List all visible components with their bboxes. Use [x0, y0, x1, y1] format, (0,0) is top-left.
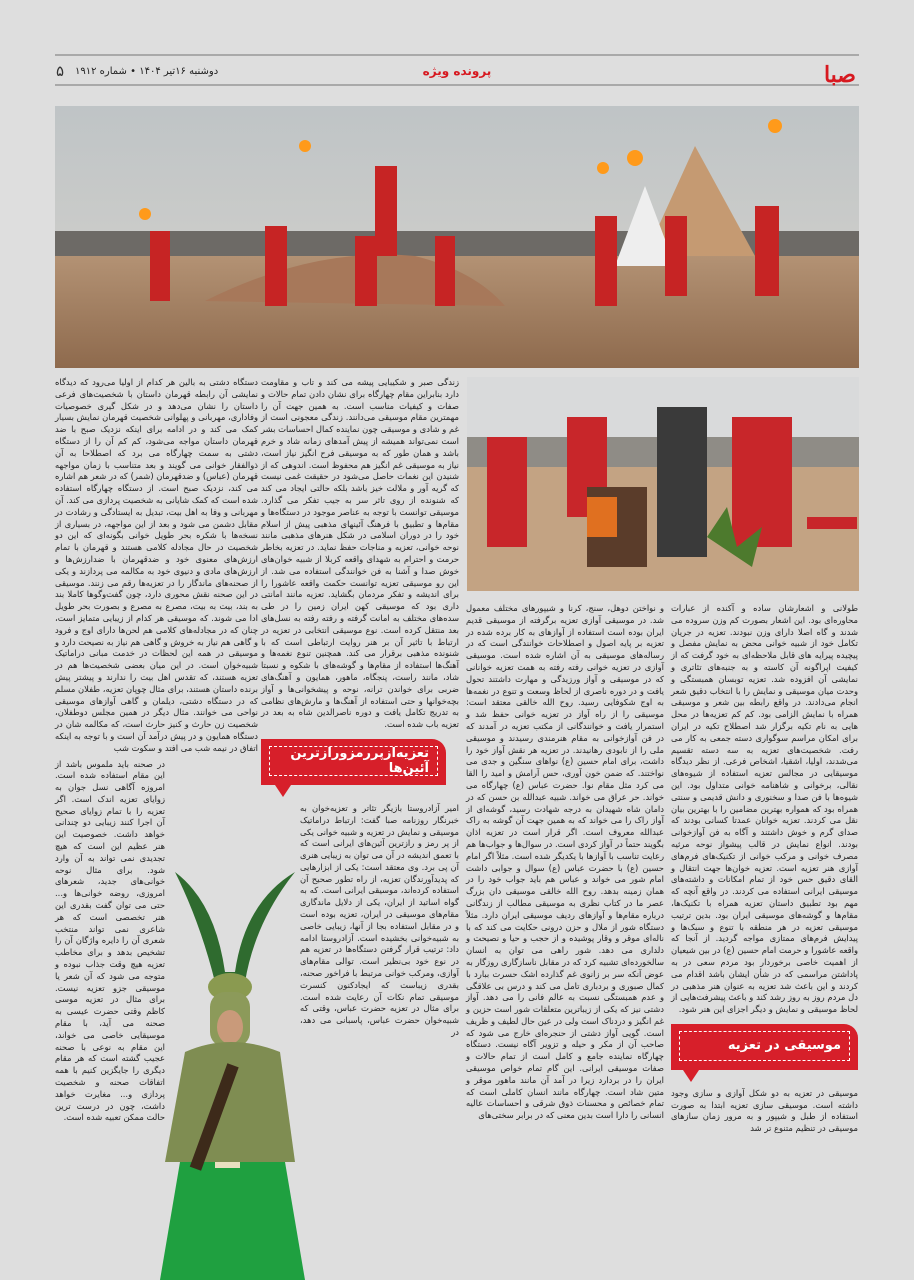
- column-text: موسیقی در تعزیه به دو شکل آوازی و سازی وجود داشته است. موسیقی سازی تعزیه ابتدا به صورت استفاده از طبل و شیپور و به مرور زمان سازهای موسیقی در تنظیم متنوع تر شد: [671, 1087, 858, 1134]
- article-column-4-top: [55, 377, 258, 755]
- article-column-1: [671, 603, 858, 1135]
- main-photo-taziyeh-performance: [55, 106, 859, 368]
- column-text: زندگی صبر و شکیبایی پیشه می کند و تاب و مقاومت دارد بنابراین مقام چهارگاه برای نشان دادن تمام حالات و صفات و کیفیات مناسب است. به همین جهت آن را مهمترین مقام موسیقی می‌دانند. زندگی معجونی است از غم و شادی و موسیقی چون نماینده کمال احساسات بشر است نمی‌تواند همیشه از پیش آمدهای زمانه شاد و خرم باشد و همان طور که به موسیقی فرح انگیز نیاز است، نیاز به موسیقی غم انگیز هم محفوظ است. اندوهی که از شنیدن این نغمات حاصل می‌شود در حقیقت غمی نیست که گریه آور و ملالت خیز باشد بلکه حالتی ایجاد می کند که شنونده از روی تاثر سر به جیب تفکر می گذارد. موسیقی توانست با توجه به عناصر موجود در دستگاه‌ها و مقام‌ها و تطبیق با فرهنگ آئینهای مذهبی پیش از اسلام خود را در دوران اسلامی در شکل هنرهای مذهبی مانند نوحه خوانی، تعزیه و مناجات حفظ نماید. در تعزیه بخاطر حرمت و احترام به شهدای واقعه کربلا از شبیه خوان‌های خوش صدا و آشنا به فن خوانندگی استفاده می شد. از این رو موسیقی تعزیه توانست حکمت واقعه عاشورا را برای اندیشه و تفکر مردمان بگشاید. تعزیه مانند امانتی داری بود که موسیقی کهن ایران زمین را در طی سده‌های مختلف به امانت گرفته و رفته رفته به نسل‌های بعد منتقل کرده است. نوع موسیقی انتخابی در تعزیه در ارتباط با تاثیر آن بر هنر روایت ارتباطی است که با شنونده مذهبی برقرار می کند. همچنین تنوع نغمه‌ها و آهنگ‌ها استفاده از مقام‌ها و گوشه‌های با شکوه و نسبتا شاد، مانند راست، پنجگاه، ماهور، همایون و آهنگ‌های ضربی برای خواندن ترانه، نوحه و پیشخوانی‌ها و آواز بچه‌خوانها و حتی استفاده از آهنگ‌ها و مارش‌های نظامی به تدریج تکامل یافت و دوره ناصرالدین شاه به بعد در تعزیه باب شده است.: [261, 377, 459, 730]
- column-text: امیر آزادروستا بازیگر تئاتر و تعزیه‌خوان به خبرنگار روزنامه صبا گفت: ارتباط دراماتیک موسیقی و نمایش در تعزیه و شبیه خوانی یکی از پر رمز و رازترین آئین‌های ایرانی است که با تعمق اندیشه در آن می توان به زیبایی هنری آن پی برد. وی معتقد است: یکی از ابزارهایی که پدیدآورندگان تعزیه، از راه تطور صحیح آن استفاده کرده‌اند، موسیقی ایرانی است. که به گواه اساتید از ایران، یکی از دلایل ماندگاری مقام‌های موسیقی در ایران، تعزیه بوده است و در مقابل استفاده بجا از آنها، زیبایی خاصی به شبیه‌خوانی بخشیده است. آزادروستا ادامه داد: ترتیب قرار گرفتن دستگاه‌ها در تعزیه هم در نوع خود بی‌نظیر است. توالی مقام‌های آوازی، ومرکب خوانی مرتبط با فراخور صحنه، بقدری زیباست که ایجادکنون کنسرت موسیقی تمام نکات آن رعایت شده است. برای مثال در تعزیه حضرت عباس، وقتی که شبیه‌خوان حضرت عباس، پاسبانی می دهد، در: [300, 802, 459, 1038]
- taziyeh-performer-cutout-photo: [155, 862, 315, 1280]
- article-column-2-wrap: [466, 603, 664, 1122]
- battle-scene-photo: [467, 377, 859, 591]
- column-text: دستگاه دشتی به بالین هر کدام از اولیا می‌رود که دیدگاه نمایشی آن رابطه قهرمان داستان با شخصیت‌های فرعی داستان را نشان می‌دهد و در شکل گیری خصوصیات وفاداری، مهربانی و پهلوانی شخصیت قهرمان نمایش بسیار کمک می کند و در ادامه برای اینکه نزدیک صبح با ضد قهرمان داستان مواجه می‌شود، کم کم آن را از دستگاه دشتی به سمت چهارگاه می برد که اصطلاحا به آن ذوالفقار خوانی می گویند و بعد متناسب با زمان مواجهه قهرمان (عباس) و ضدقهرمان (شمر) که در شعر هم اشاره می کند، نزدیک صبح است. از دستگاه چهارگاه استفاده شده است که کمک شایانی به شخصیت پردازی می کند. آن مهربانی و وفا به اهل بیت، تبدیل به ایستادگی و رشادت در مقابل دشمن می شود و بعد از این مواجهه، در بسیاری از نسخه‌ها با شکره بحر طویل خوانی بگونه‌ای که این دو شخصیت در حال مجادله کلامی هستند و قهرمان با تمام ارزش‌های معنوی خود و ضدقهرمان با ضدارزش‌ها و ارزش‌های مادی و دنیوی خود به مکالمه می پردازند و یکی از صحنه‌های ماندگار را در تعزیه‌ها رقم می زنند. موسیقی در این صحنه نقش محوری دارد، چون گفت‌وگوها کاملا بند به بند، بیت به بیت، مصرع به مصرع و بصورت بحر طویل ادا می شوند. که موسیقی هر کدام از زیبایی متمایز است، چنان که در مجادله‌های کلامی هم لحن‌ها دارای اوج و فرود و گاهی هم نیاز به خروش و گاهی هم نیاز به نصیحت دارد و موسیقی در همه این لحظات در خدمت مبانی دراماتیک شبیه‌خوان است. در این میان بعضی شخصیت‌ها هم در تعزیه هستند، که تقدس اهل بیت را ندارند و پیشتر پیش برنده داستان هستند، برای مثال چوپان تعزیه، طفلان مسلم که در دستگاه دشتی، دیلمان و گاهی آوازهای موسیقی نواحی می خوانند. مثال دیگر در همین مجلس دوطفلان، شخصیت زن حارث و کنیز حارث است، که مکالمه شان در دستگاه همایون و در پیش درآمد آن است و با توجه به اینکه اتفاق در نیمه شب می افتد و سکوت شب: [55, 377, 258, 753]
- article-column-2: [466, 603, 664, 1122]
- subheading-text: موسیقی در تعزیه: [679, 1031, 850, 1061]
- column-text: در صحنه باید ملموس باشد از این مقام استفاده شده است. امروزه آگاهی نسل جوان به زوایای تعزیه اندک است. اگر تعزیه را با تمام زوایای صحیح آن اجرا کنند زیبایی دو چندانی خواهد داشت. خصوصیت این هنر عظیم این است که هیچ تجدیدی نمی تواند به آن وارد شود. برای مثال نوحه خوانی‌های جدید، شعرهای امروزی، روضه خوانی‌ها و... حتی می توان گفت بقدری این هنر تخصصی است که هر شاعری نمی تواند منتخب شعری آن را دایره واژگان آن را تشخیص بدهد و برای مخاطب تعزیه هیچ وقت جذاب نبوده و متوجه می شود که آن شعر یا موسیقی جزو تعزیه نیست. برای مثال در تعزیه موسی کاظم وقتی حضرت عیسی به صحنه می آید، با مقام موسیقایی خاصی می خواند، این مقام به نوعی با صحنه عجیب گشته است که هر مقام دیگری را جایگزین کنیم با همه اتفاقات صحنه و شخصیت پردازی و... مغایرت خواهد داشت، چون در درست ترین حالت ممکن تعبیه شده است.: [55, 758, 165, 1123]
- article-column-3-bottom: [300, 803, 459, 1039]
- headline-taziyeh-mysterious-rituals: [261, 739, 446, 785]
- article-column-3-top: [261, 377, 459, 731]
- subheading-pointer: [683, 1070, 699, 1082]
- headline-pointer: [275, 785, 291, 797]
- article-column-1-bottom: [671, 1088, 858, 1135]
- page-number: ۵: [56, 62, 65, 80]
- dateline: دوشنبه ۱۶تیر ۱۴۰۴ • شماره ۱۹۱۲: [75, 66, 219, 77]
- headline-text: تعزیه‌ازپررمزورازترین آئین‌ها: [269, 746, 438, 776]
- article-column-4-bottom: [55, 759, 165, 1125]
- section-title: پرونده ویژه: [422, 64, 492, 78]
- column-text: و نواختن دوهل، سنج، کرنا و شیپورهای مختلف معمول شد. در موسیقی آوازی تعزیه برگرفته از موسیقی قدیم ایران بوده است استفاده از آوازهای به کار برده شده در تعزیه بر پایه اصول و اصطلاحات خوانندگی است که در رساله‌های موسیقی به آن اشاره شده است. موسیقی آوازی در تعزیه خوانی رفته رفته به همت تعزیه خوانانی که در موسیقی و آواز ورزیدگی و مهارت داشتند تحول یافت و در دوره ناصری از لحاظ وسعت و تنوع در نغمه‌ها به اوج شکوفایی رسید. روح الله خالقی معتقد است: موسیقی را از راه آواز در تعزیه خوانی حفظ شد و استمرار یافت و خوانندگانی از مکتب تعزیه در آمدند که در فن آوازخوانی به مقام هنرمندی رسیدند و موسیقی ملی را از نابودی رهانیدند. در تعزیه هر نقش آواز خود را داشت، برای امام حسین (ع) نواهای سنگین و جدی می نواختند. که ضمن خون آوری، حس آرامش و امید را القا می کرد مثل مقام نوا. حضرت عباس (ع) چهارگاه می خواند. حر عراق می خواند. شبیه عبدالله بن حسن که در دامان شاه شهیدان به درجه شهادت رسید، گوشه‌ای از آواز راک را می خواند که به همین جهت آن گوشه به راک عبدالله معروف است. اگر قرار است در تعزیه اذان بگویند حتماً در آواز کردی است. در سوال‌ها و جواب‌ها هم رعایت تناسب با آوازها با یکدیگر شده است. مثلاً اگر امام حسین (ع) با حضرت عباس (ع) سوال و جوابی داشت امام شور می خواند و عباس هم باید جواب خود را در همان زمینه بدهد. روح الله خالقی موسیقی دان بزرگ عصر ما در کتاب نظری به موسیقی مطالب از زندگانی درباره مقام‌ها و آوازهای ردیف موسیقی ایران دارد. مثلاً دستگاه شور از ملال و حزن درونی حکایت می کند که با ناله‌ای موقر و وقار پوشیده و از حجب و حیا و نصیحت و دلداری می دهد. شور راهی می توان به انسان سالخورده‌ای تشبیه کرد که در مقابل ناسازگاری روزگار به عوض آنکه سر بر زانوی غم گذارده اشک حسرت ببارد با کمال صبوری و بردباری تامل می کند و درس بی علاقگی و عدم همبستگی نسبت به عالم فانی را می دهد. آواز دشتی نیز که یکی از زیباترین متعلقات شور است حزین و غم انگیز و دردناک است ولی در عین حال لطیف و ظریف است. گویی آواز دشتی از حنجره‌ای خارج می شود که صاحب آن از مکر و حیله و تزویر آگاه نیست. دستگاه چهارگاه نماینده جامع و کامل است از تمام حالات و صفات موسیقی ایرانی. این گام تمام خواص موسیقی ایران را در بردارد زیرا در آمد آن مانند ماهور موقر و متین شاد است. چهارگاه مانند انسان کاملی است که تمام خصائص و محسنات ذوق شرقی و احساسات عالیه انسانی را دارا است بدین معنی که در برابر سختی‌های: [466, 603, 664, 1121]
- column-text: طولانی و اشعارشان ساده و آکنده از عبارات محاوره‌ای بود. این اشعار بصورت کم وزن سروده می شدند و گاه اصلا دارای وزن نبودند. تعزیه در جریان تکامل خود از شبیه خوانی محض به نمایش مفصل و پیچیده پیرایه های قابل ملاحظه‌ای به خود گرفت که از کیفیت اپراگونه آن کاسته و به جنبه‌های تئاتری و نمایشی آن افزوده شد. تعزیه توبسان همبستگی و وحدت میان موسیقی و نمایش را با انتخاب دقیق شعر انجام می‌دادند. در واقع رابطه بین شعر و موسیقی همراه با نمایش الزامی بود. کم کم تعزیه‌ها در محل هایی به نام تکیه برگزار شد اصطلاح تکیه در ایران برای امکان مراسم سوگواری دسته جمعی به کار می رفت. شخصیت‌های تعزیه به سه دسته تقسیم می‌شدند، اولیا، اشقیا، اشخاص فرعی. از نظر دیدگاه موسیقایی در مجالس تعزیه استفاده از شیوه‌های نقالی، برخوانی و شاهنامه خوانی متداول بود. این شیوه‌ها با فن صدا و سخنوری و دانش قدیمی و سنتی همراه بود که همواره بهترین مضامین را با بهترین بیان نقل می کردند. تعزیه خوانان عمدتا کسانی بودند که صدای گرم و خوش داشتند و آگاه به فن آوازخوانی بودند. انواع نمایش در قالب پیشواز نوحه مرثیه مصرف خوانی و مرکب خوانی از تکنیک‌های فرم‌های آوازی هنر تعزیه است. تعزیه خوان‌ها جهت انتقال و القای دقیق حس خود از تمام امکانات و داشته‌های موسیقی ایرانی استفاده می کردند. در واقع آنچه که مهم بود تطبیق داستان تعزیه همراه با تکنیک‌ها، مقام‌ها و گوشه‌های موسیقی ایران بود. بدین ترتیب موسیقی تعزیه در هر منطقه با تنوع و سبک‌ها و پیدایش فرم‌های ممتازی مواجه گردید. از آنجا که واقعه عاشورا و حرمت امام حسین (ع) در بین شیعیان از اهمیت خاصی برخوردار بود مردم سعی در به پاداشتن مراسمی که در شأن ایشان باشد اقدام می کردند و این باعث شد تعزیه به عنوان هنر مذهبی در دل مردم روز به روز رشد کند و باعث پیشرفت‌هایی از لحاظ موسیقی و نمایش و دیگر اجزای این هنر شود.: [671, 603, 858, 1015]
- header-top-rule: [55, 54, 859, 56]
- subheading-music-in-taziyeh: [671, 1024, 858, 1070]
- header-bottom-rule: [55, 84, 859, 86]
- article-column-1-top: [671, 603, 858, 1016]
- newspaper-logo: صبا: [823, 62, 856, 88]
